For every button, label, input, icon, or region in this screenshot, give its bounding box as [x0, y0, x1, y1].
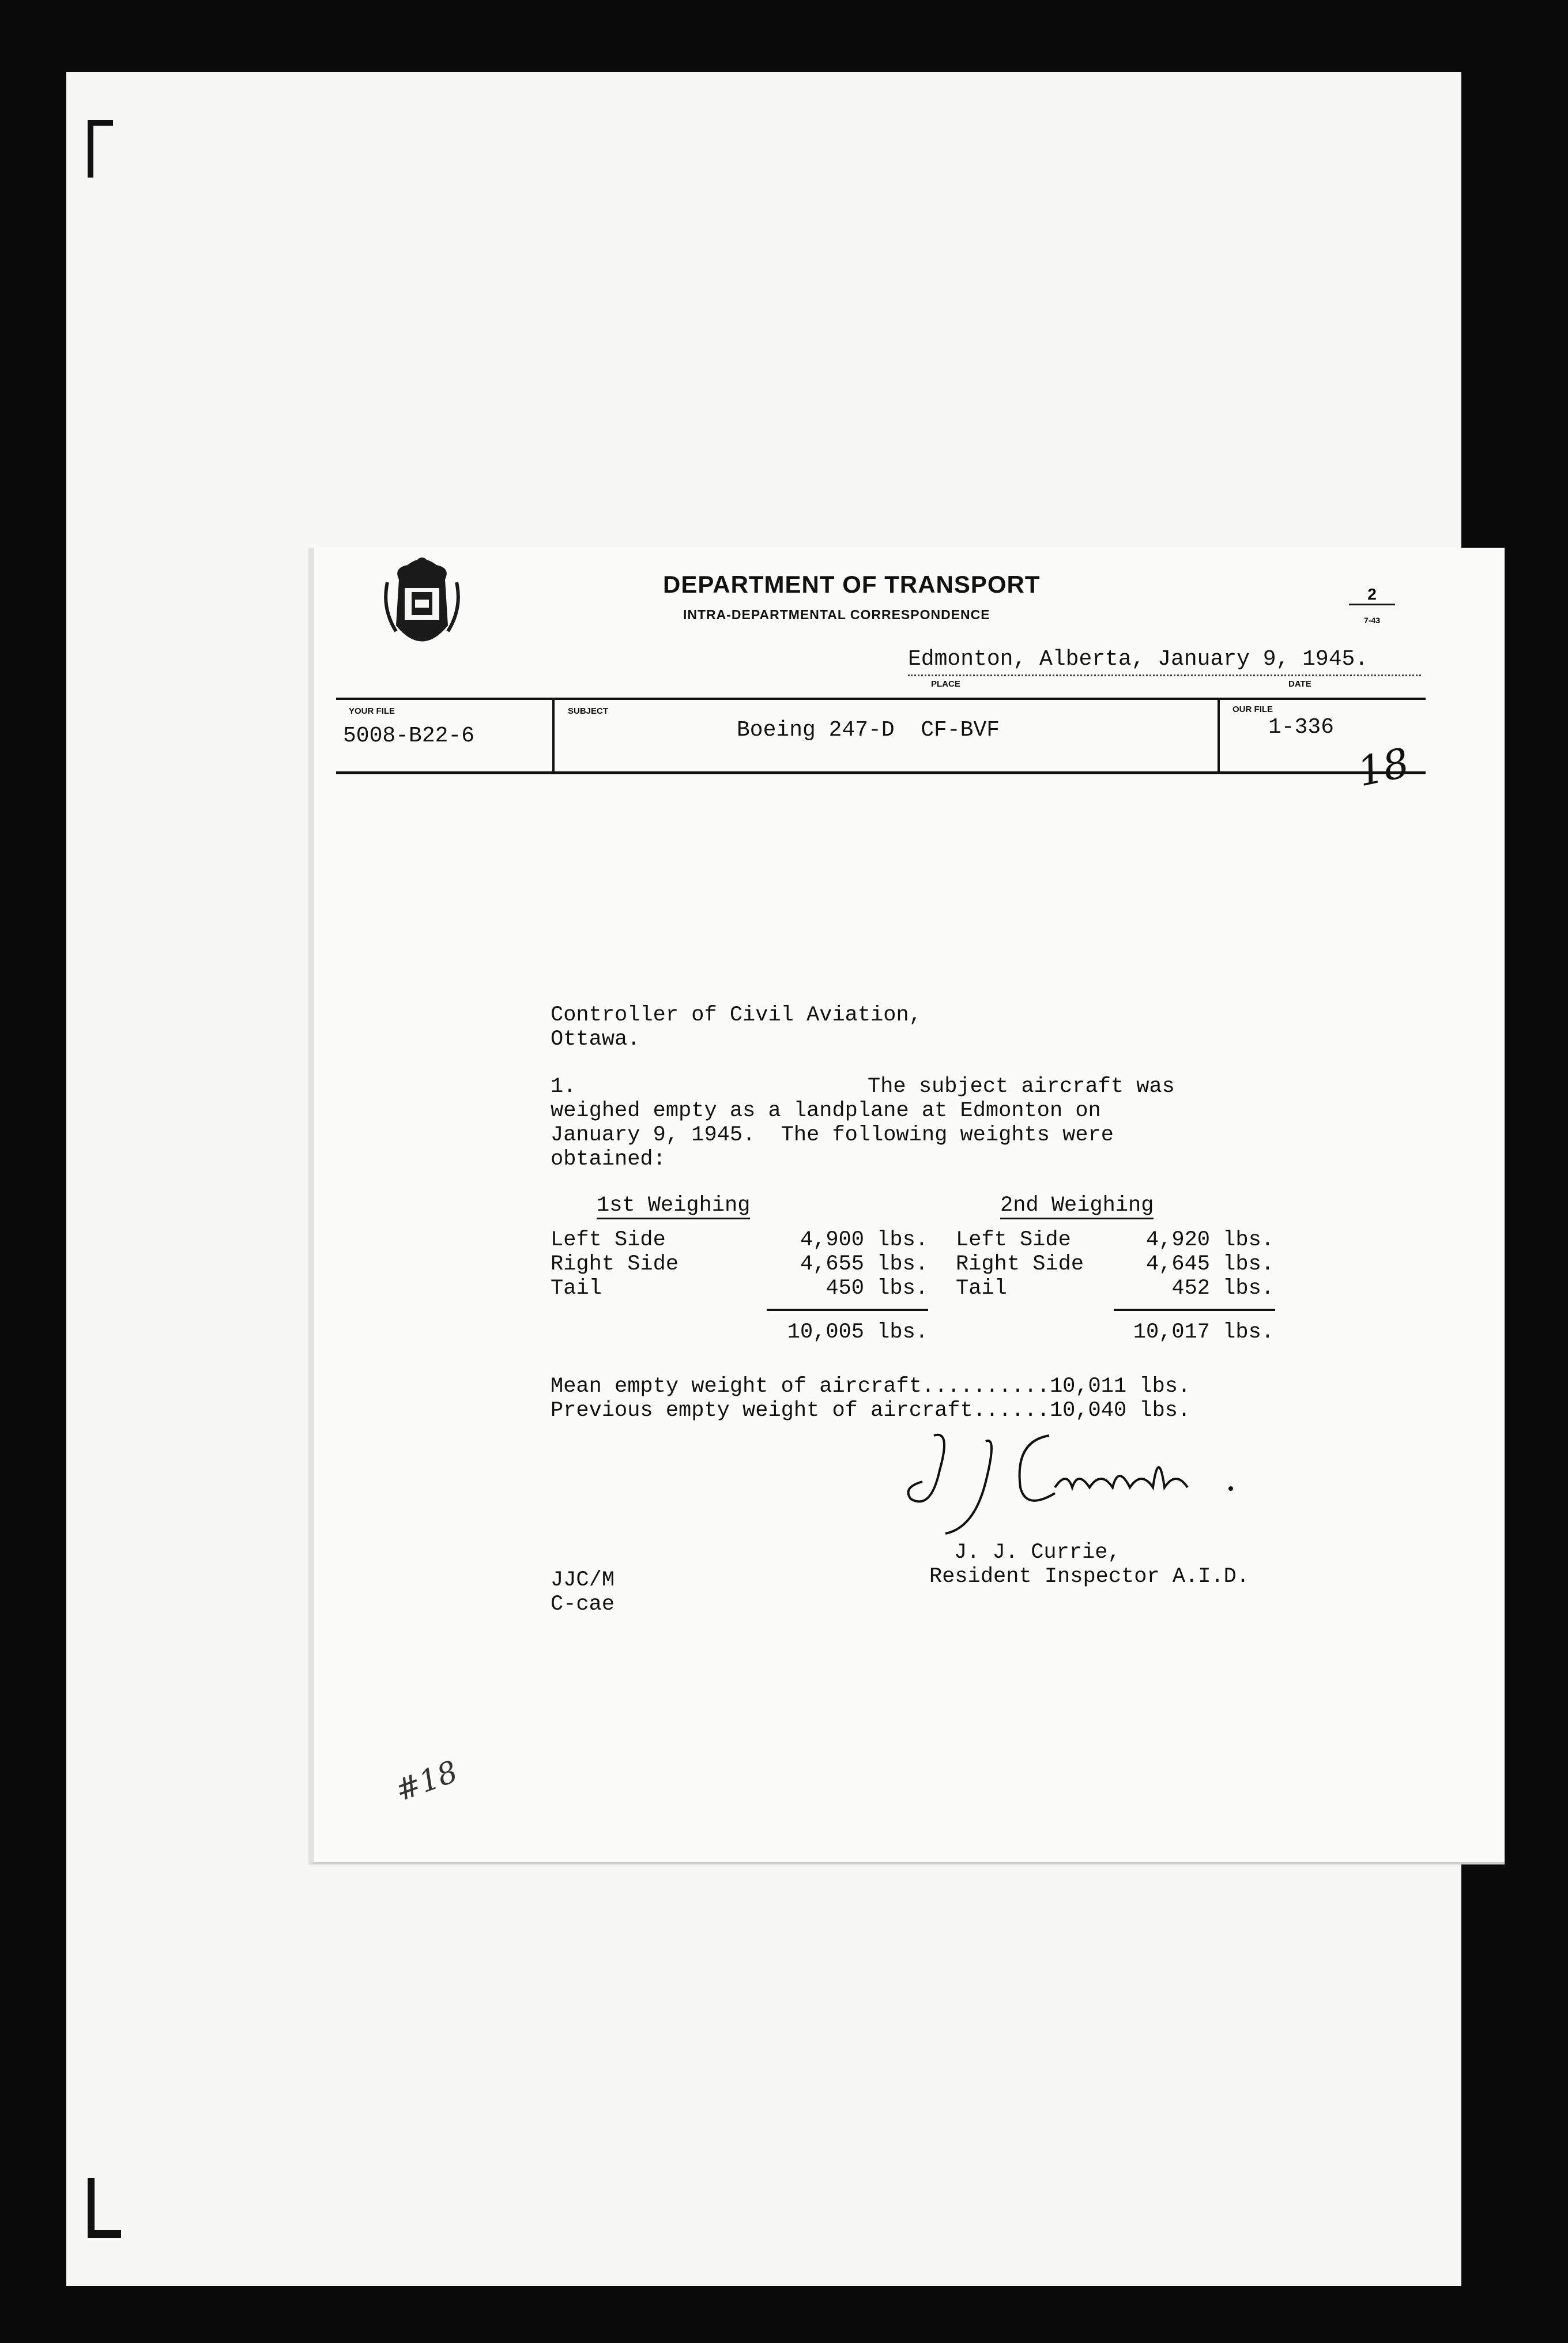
second-right-side-value: 4,645 lbs.: [1145, 1252, 1274, 1276]
coat-of-arms-icon: [382, 556, 462, 657]
form-number: 2: [1349, 585, 1395, 605]
second-weighing-heading: 2nd Weighing: [1000, 1193, 1154, 1219]
reference-copy: C-cae: [551, 1592, 615, 1617]
first-tail-label: Tail: [551, 1276, 602, 1301]
second-left-side-value: 4,920 lbs.: [1145, 1228, 1274, 1252]
correspondence-subtitle: INTRA-DEPARTMENTAL CORRESPONDENCE: [683, 607, 990, 622]
addressee-line-1: Controller of Civil Aviation,: [551, 1003, 922, 1027]
second-left-side-label: Left Side: [956, 1228, 1071, 1252]
your-file-value: 5008-B22-6: [343, 724, 475, 748]
field-divider-right: [1218, 699, 1220, 774]
your-file-label: YOUR FILE: [349, 706, 395, 716]
margin-note: #18: [391, 1754, 462, 1809]
handwritten-signature-icon: [899, 1424, 1239, 1551]
first-right-side-label: Right Side: [551, 1252, 679, 1276]
place-date-dotted-line: [908, 675, 1421, 676]
field-box-top-border: [336, 698, 1426, 700]
first-total-rule: [767, 1309, 928, 1311]
memo-page: [308, 548, 1505, 1864]
signatory-name: J. J. Currie,: [954, 1540, 1121, 1565]
our-file-label: OUR FILE: [1232, 705, 1273, 714]
paragraph-number: 1.: [551, 1075, 576, 1099]
handwritten-page-number: 18: [1353, 739, 1414, 796]
reference-initials: JJC/M: [551, 1568, 615, 1592]
paragraph-line-2: weighed empty as a landplane at Edmonton on: [551, 1099, 1101, 1123]
first-weighing-heading: 1st Weighing: [597, 1193, 750, 1219]
subject-value: Boeing 247-D CF-BVF: [737, 718, 1000, 743]
date-label: DATE: [1288, 679, 1311, 689]
second-tail-value: 452 lbs.: [1171, 1276, 1274, 1301]
our-file-value: 1-336: [1268, 715, 1335, 740]
crop-mark-top-left: [88, 120, 113, 178]
paragraph-line-3: January 9, 1945. The following weights were: [551, 1123, 1114, 1147]
field-box-bottom-border: [336, 771, 1426, 774]
signatory-title: Resident Inspector A.I.D.: [929, 1565, 1250, 1589]
first-right-side-value: 4,655 lbs.: [800, 1252, 928, 1276]
first-left-side-label: Left Side: [551, 1228, 666, 1252]
first-tail-value: 450 lbs.: [826, 1276, 928, 1301]
mean-empty-weight: Mean empty weight of aircraft..........10,011 lbs.: [551, 1374, 1191, 1399]
paragraph-line-4: obtained:: [551, 1147, 666, 1172]
paragraph-line-1: The subject aircraft was: [868, 1075, 1175, 1099]
second-total-rule: [1114, 1309, 1275, 1311]
place-date: Edmonton, Alberta, January 9, 1945.: [908, 647, 1369, 672]
subject-label: SUBJECT: [568, 706, 609, 716]
department-title: DEPARTMENT OF TRANSPORT: [663, 571, 1041, 598]
form-date: 7-43: [1363, 616, 1381, 625]
place-label: PLACE: [931, 679, 960, 689]
addressee-line-2: Ottawa.: [551, 1027, 640, 1052]
first-left-side-value: 4,900 lbs.: [800, 1228, 928, 1252]
second-tail-label: Tail: [956, 1276, 1007, 1301]
crop-mark-bottom-left: [88, 2178, 121, 2238]
field-divider-left: [552, 699, 555, 774]
second-right-side-label: Right Side: [956, 1252, 1084, 1276]
first-total: 10,005 lbs.: [787, 1320, 928, 1344]
previous-empty-weight: Previous empty weight of aircraft......10,040 lbs.: [551, 1399, 1191, 1423]
second-total: 10,017 lbs.: [1133, 1320, 1274, 1344]
